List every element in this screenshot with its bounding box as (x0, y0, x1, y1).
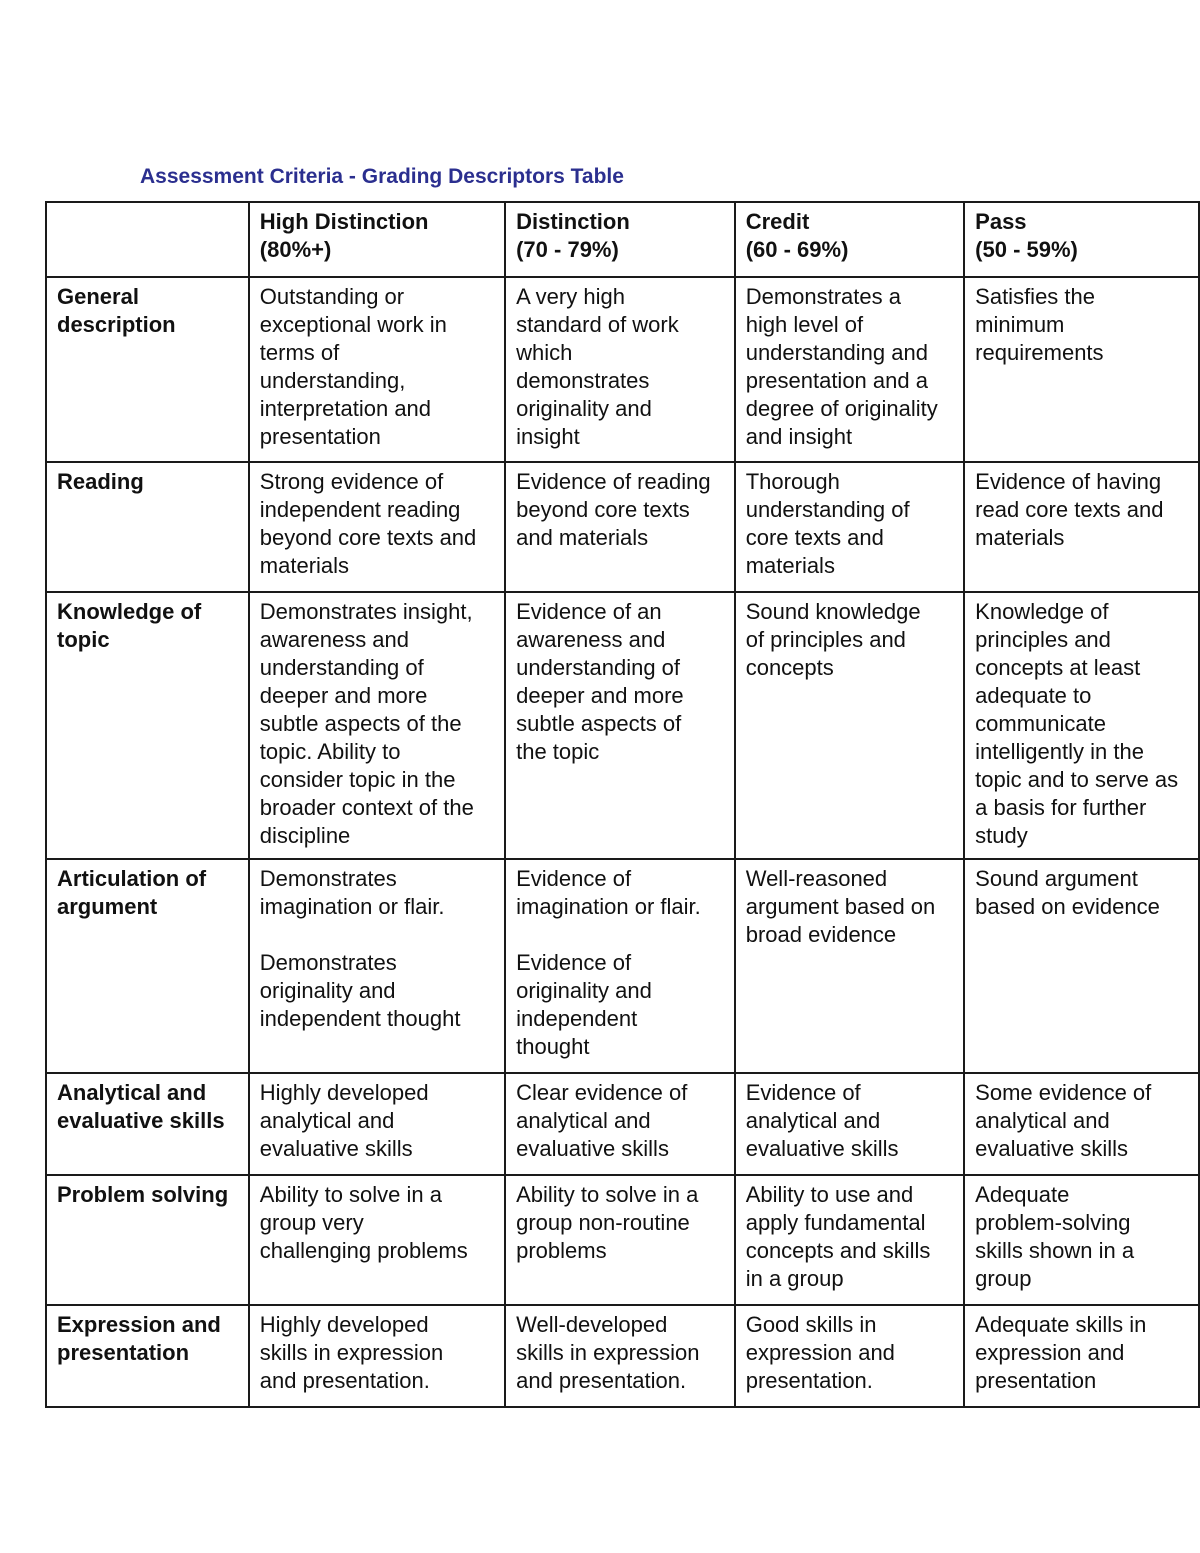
descriptor-line: analytical and (259, 1108, 395, 1133)
descriptor-line: concepts at least (975, 655, 1141, 680)
descriptor-line: concepts and skills (745, 1238, 931, 1263)
descriptor-line: Adequate skills in (975, 1312, 1147, 1337)
descriptor-line: Ability to solve in a (259, 1182, 442, 1207)
descriptor-cell (249, 1073, 505, 1175)
descriptor-line: Ability to solve in a (516, 1182, 699, 1207)
descriptor-line: understanding of (516, 655, 681, 680)
descriptor-line: Evidence of an (516, 599, 662, 624)
descriptor-cell (964, 1305, 1199, 1407)
descriptor-line: Demonstrates insight, (259, 599, 473, 624)
descriptor-cell (735, 1073, 964, 1175)
descriptor-cell (505, 1305, 735, 1407)
descriptor-line: group (975, 1266, 1032, 1291)
criterion-label: Expression and (57, 1312, 221, 1337)
descriptor-line: presentation (975, 1368, 1097, 1393)
descriptor-line: skills in expression (516, 1340, 700, 1365)
criterion-label: presentation (57, 1340, 190, 1365)
criterion-cell (46, 462, 249, 592)
descriptor-line: Evidence of (745, 1080, 861, 1105)
descriptor-line: understanding of (259, 655, 424, 680)
descriptor-line: Clear evidence of (516, 1080, 688, 1105)
corner-cell (46, 202, 249, 277)
descriptor-line: terms of (259, 340, 340, 365)
criterion-cell (46, 277, 249, 462)
paragraph-gap (260, 921, 504, 949)
descriptor-line: understanding, (259, 368, 406, 393)
table-row (46, 277, 1199, 462)
descriptor-cell (249, 462, 505, 592)
descriptor-cell (505, 1175, 735, 1305)
descriptor-cell (505, 1073, 735, 1175)
criterion-cell (46, 859, 249, 1073)
descriptor-line: imagination or flair. (259, 894, 445, 919)
descriptor-line: Well-reasoned (745, 866, 888, 891)
table-row (46, 859, 1199, 1073)
descriptor-line: evaluative skills (259, 1136, 413, 1161)
descriptor-line: awareness and (516, 627, 666, 652)
descriptor-line: Satisfies the (975, 284, 1095, 309)
grading-table (45, 201, 1200, 1408)
descriptor-line: study (975, 823, 1028, 848)
criterion-label: Reading (57, 469, 144, 494)
descriptor-line: Highly developed (259, 1312, 429, 1337)
descriptor-cell (735, 462, 964, 592)
descriptor-line: intelligently in the (975, 739, 1144, 764)
criterion-label: Articulation of (57, 866, 207, 891)
descriptor-line: originality and (516, 396, 652, 421)
descriptor-line: Sound knowledge (745, 599, 921, 624)
descriptor-line: requirements (975, 340, 1104, 365)
descriptor-cell (964, 1073, 1199, 1175)
descriptor-line: and presentation. (516, 1368, 687, 1393)
descriptor-line: argument based on (745, 894, 936, 919)
descriptor-line: concepts (745, 655, 834, 680)
descriptor-line: originality and (516, 978, 652, 1003)
descriptor-line: analytical and (975, 1108, 1110, 1133)
descriptor-line: independent thought (259, 1006, 461, 1031)
criterion-cell (46, 1305, 249, 1407)
grade-range: (70 - 79%) (516, 237, 619, 262)
descriptor-line: interpretation and (259, 396, 432, 421)
descriptor-line: problem-solving (975, 1210, 1131, 1235)
descriptor-cell (249, 1305, 505, 1407)
descriptor-line: subtle aspects of (516, 711, 682, 736)
descriptor-line: apply fundamental (745, 1210, 926, 1235)
descriptor-line: understanding and (745, 340, 928, 365)
descriptor-line: based on evidence (975, 894, 1160, 919)
descriptor-line: degree of originality (745, 396, 938, 421)
descriptor-line: minimum (975, 312, 1065, 337)
descriptor-line: materials (259, 553, 350, 578)
criterion-cell (46, 1175, 249, 1305)
descriptor-cell (964, 462, 1199, 592)
descriptor-line: exceptional work in (259, 312, 447, 337)
descriptor-line: Evidence of reading (516, 469, 711, 494)
criterion-label: description (57, 312, 176, 337)
descriptor-line: Demonstrates (259, 950, 397, 975)
descriptor-line: expression and (745, 1340, 895, 1365)
descriptor-line: Evidence of (516, 950, 632, 975)
descriptor-line: Adequate (975, 1182, 1070, 1207)
column-header (735, 202, 964, 277)
descriptor-line: awareness and (259, 627, 410, 652)
descriptor-line: independent (516, 1006, 638, 1031)
grade-range: (80%+) (259, 237, 332, 262)
descriptor-line: analytical and (516, 1108, 651, 1133)
descriptor-line: independent reading (259, 497, 461, 522)
grade-name: Distinction (516, 209, 630, 234)
criterion-label: General (57, 284, 139, 309)
grade-name: Pass (975, 209, 1027, 234)
criterion-cell (46, 592, 249, 859)
descriptor-cell (964, 592, 1199, 859)
descriptor-line: expression and (975, 1340, 1125, 1365)
descriptor-line: problems (516, 1238, 607, 1263)
descriptor-line: Sound argument (975, 866, 1138, 891)
descriptor-line: a basis for further (975, 795, 1147, 820)
descriptor-line: read core texts and (975, 497, 1164, 522)
descriptor-line: and materials (516, 525, 649, 550)
descriptor-line: insight (516, 424, 580, 449)
column-header (249, 202, 505, 277)
descriptor-cell (735, 1305, 964, 1407)
descriptor-line: presentation. (745, 1368, 873, 1393)
descriptor-cell (249, 859, 505, 1073)
descriptor-line: discipline (259, 823, 351, 848)
descriptor-line: core texts and (745, 525, 884, 550)
criterion-cell (46, 1073, 249, 1175)
descriptor-line: the topic (516, 739, 600, 764)
descriptor-line: Knowledge of (975, 599, 1109, 624)
table-row (46, 1073, 1199, 1175)
descriptor-line: communicate (975, 711, 1106, 736)
descriptor-line: evaluative skills (975, 1136, 1128, 1161)
criterion-label: topic (57, 627, 110, 652)
descriptor-line: principles and (975, 627, 1111, 652)
table-row (46, 462, 1199, 592)
descriptor-line: Demonstrates a (745, 284, 901, 309)
column-header (964, 202, 1199, 277)
descriptor-line: presentation and a (745, 368, 928, 393)
criterion-label: Analytical and (57, 1080, 207, 1105)
descriptor-line: in a group (745, 1266, 844, 1291)
descriptor-line: topic and to serve as (975, 767, 1179, 792)
descriptor-line: evaluative skills (745, 1136, 899, 1161)
criterion-label: Problem solving (57, 1182, 229, 1207)
descriptor-line: high level of (745, 312, 864, 337)
descriptor-line: beyond core texts and (259, 525, 477, 550)
table-row (46, 592, 1199, 859)
descriptor-line: broader context of the (259, 795, 474, 820)
header-row (46, 202, 1199, 277)
descriptor-line: understanding of (745, 497, 910, 522)
grade-range: (60 - 69%) (745, 237, 849, 262)
grade-range: (50 - 59%) (975, 237, 1078, 262)
descriptor-line: adequate to (975, 683, 1092, 708)
descriptor-cell (505, 462, 735, 592)
descriptor-line: deeper and more (516, 683, 684, 708)
descriptor-cell (964, 859, 1199, 1073)
criterion-label: Knowledge of (57, 599, 202, 624)
descriptor-line: originality and (259, 978, 396, 1003)
descriptor-line: presentation (259, 424, 381, 449)
descriptor-line: and presentation. (259, 1368, 430, 1393)
descriptor-cell (249, 1175, 505, 1305)
descriptor-line: consider topic in the (259, 767, 456, 792)
descriptor-cell (964, 277, 1199, 462)
descriptor-line: Demonstrates (259, 866, 397, 891)
grade-name: Credit (745, 209, 810, 234)
descriptor-line: subtle aspects of the (259, 711, 462, 736)
descriptor-cell (735, 592, 964, 859)
descriptor-line: skills shown in a (975, 1238, 1135, 1263)
descriptor-line: Good skills in (745, 1312, 877, 1337)
descriptor-line: imagination or flair. (516, 894, 701, 919)
descriptor-line: evaluative skills (516, 1136, 669, 1161)
table-row (46, 1305, 1199, 1407)
descriptor-cell (735, 1175, 964, 1305)
descriptor-line: topic. Ability to (259, 739, 401, 764)
descriptor-line: and insight (745, 424, 853, 449)
descriptor-cell (505, 592, 735, 859)
descriptor-line: beyond core texts (516, 497, 690, 522)
descriptor-line: group non-routine (516, 1210, 690, 1235)
page-title: Assessment Criteria - Grading Descriptors Table (140, 165, 624, 188)
descriptor-line: Highly developed (259, 1080, 429, 1105)
descriptor-line: Evidence of (516, 866, 632, 891)
grade-name: High Distinction (259, 209, 429, 234)
descriptor-line: thought (516, 1034, 590, 1059)
descriptor-cell (249, 592, 505, 859)
descriptor-line: Strong evidence of (259, 469, 444, 494)
descriptor-line: challenging problems (259, 1238, 468, 1263)
descriptor-line: A very high (516, 284, 625, 309)
descriptor-line: Thorough (745, 469, 840, 494)
descriptor-cell (505, 859, 735, 1073)
descriptor-line: analytical and (745, 1108, 881, 1133)
descriptor-line: Evidence of having (975, 469, 1162, 494)
descriptor-line: Well-developed (516, 1312, 668, 1337)
descriptor-line: standard of work (516, 312, 679, 337)
table-row (46, 1175, 1199, 1305)
paragraph-gap (516, 921, 734, 949)
descriptor-line: which (516, 340, 573, 365)
descriptor-cell (735, 277, 964, 462)
descriptor-cell (735, 859, 964, 1073)
descriptor-line: deeper and more (259, 683, 428, 708)
descriptor-line: demonstrates (516, 368, 650, 393)
descriptor-line: broad evidence (745, 922, 897, 947)
descriptor-line: of principles and (745, 627, 906, 652)
descriptor-cell (964, 1175, 1199, 1305)
descriptor-cell (249, 277, 505, 462)
descriptor-line: Some evidence of (975, 1080, 1152, 1105)
descriptor-line: skills in expression (259, 1340, 444, 1365)
descriptor-line: materials (975, 525, 1065, 550)
descriptor-line: group very (259, 1210, 364, 1235)
descriptor-line: materials (745, 553, 835, 578)
criterion-label: argument (57, 894, 158, 919)
descriptor-line: Outstanding or (259, 284, 405, 309)
descriptor-line: Ability to use and (745, 1182, 914, 1207)
descriptor-cell (505, 277, 735, 462)
column-header (505, 202, 735, 277)
criterion-label: evaluative skills (57, 1108, 225, 1133)
